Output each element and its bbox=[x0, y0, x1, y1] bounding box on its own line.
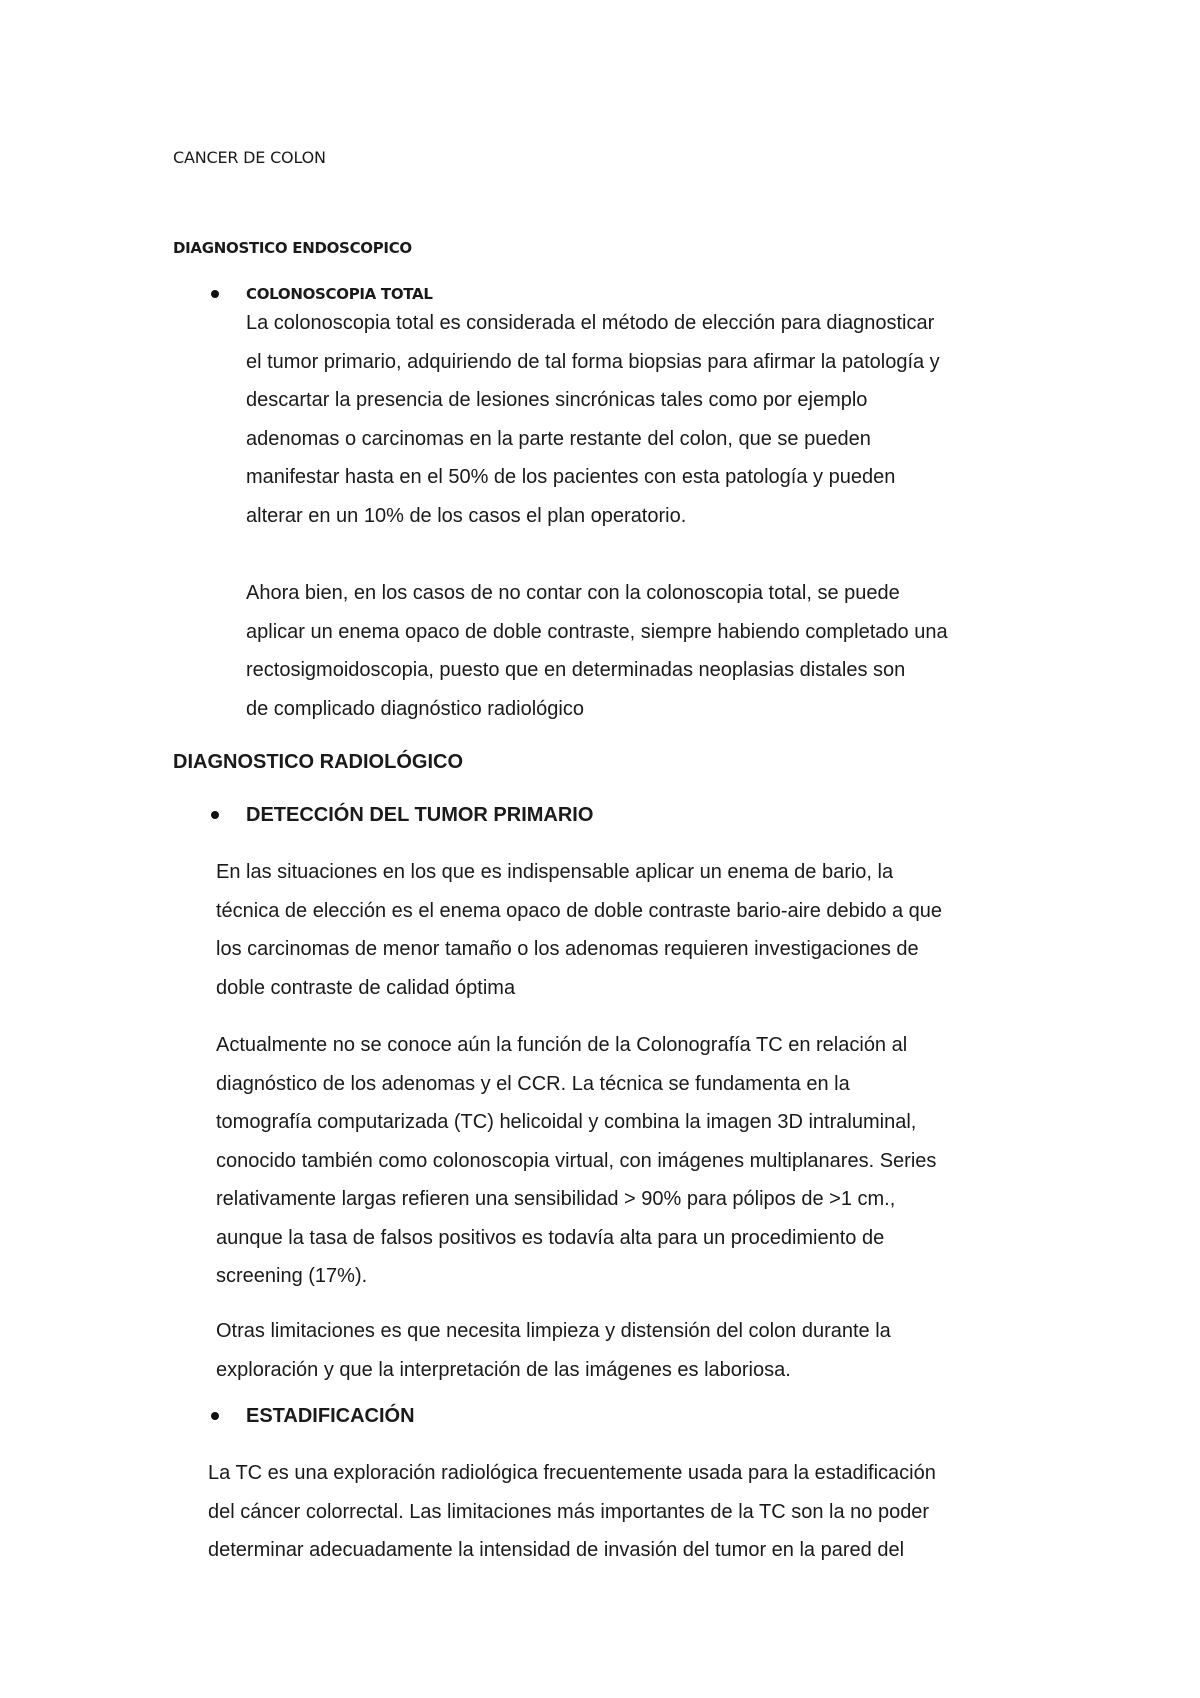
paragraph-estadificacion bbox=[208, 1454, 936, 1570]
text-line: descartar la presencia de lesiones sincrónicas tales como por ejemplo bbox=[246, 389, 868, 411]
document-title: CANCER DE COLON bbox=[173, 148, 326, 167]
text-line: Actualmente no se conoce aún la función de la Colonografía TC en relación al bbox=[216, 1034, 908, 1056]
text-line: La TC es una exploración radiológica frecuentemente usada para la estadificación bbox=[208, 1462, 936, 1484]
text-line: del cáncer colorrectal. Las limitaciones más importantes de la TC son la no poder bbox=[208, 1500, 930, 1523]
text-line: manifestar hasta en el 50% de los pacientes con esta patología y pueden bbox=[246, 466, 896, 488]
paragraph-enema-bario bbox=[216, 853, 942, 1007]
bullet-dot bbox=[211, 1412, 219, 1420]
text-line: Ahora bien, en los casos de no contar con la colonoscopia total, se puede bbox=[246, 582, 900, 604]
text-line: doble contraste de calidad óptima bbox=[216, 976, 516, 999]
paragraph-colonoscopia bbox=[246, 304, 940, 535]
bullet-deteccion: DETECCIÓN DEL TUMOR PRIMARIO bbox=[246, 804, 594, 826]
text-line: los carcinomas de menor tamaño o los adenomas requieren investigaciones de bbox=[216, 938, 919, 960]
bullet-colonoscopia-total: COLONOSCOPIA TOTAL bbox=[246, 285, 433, 303]
text-line: conocido también como colonoscopia virtual, con imágenes multiplanares. Series bbox=[216, 1149, 937, 1172]
text-line: de complicado diagnóstico radiológico bbox=[246, 697, 584, 720]
text-line: el tumor primario, adquiriendo de tal forma biopsias para afirmar la patología y bbox=[246, 350, 940, 373]
bullet-estadificacion: ESTADIFICACIÓN bbox=[246, 1405, 415, 1427]
text-line: En las situaciones en los que es indispensable aplicar un enema de bario, la bbox=[216, 861, 894, 883]
text-line: relativamente largas refieren una sensibilidad > 90% para pólipos de >1 cm., bbox=[216, 1188, 896, 1210]
text-line: determinar adecuadamente la intensidad de invasión del tumor en la pared del bbox=[208, 1539, 905, 1561]
text-line: La colonoscopia total es considerada el método de elección para diagnosticar bbox=[246, 312, 935, 334]
text-line: tomografía computarizada (TC) helicoidal y combina la imagen 3D intraluminal, bbox=[216, 1111, 917, 1133]
section-heading-radiologic: DIAGNOSTICO RADIOLÓGICO bbox=[173, 751, 463, 773]
text-line: diagnóstico de los adenomas y el CCR. La técnica se fundamenta en la bbox=[216, 1072, 850, 1095]
paragraph-enema bbox=[246, 574, 948, 728]
text-line: exploración y que la interpretación de las imágenes es laboriosa. bbox=[216, 1358, 791, 1381]
text-line: adenomas o carcinomas en la parte restante del colon, que se pueden bbox=[246, 427, 871, 450]
text-line: aunque la tasa de falsos positivos es todavía alta para un procedimiento de bbox=[216, 1226, 885, 1249]
paragraph-limitaciones bbox=[216, 1312, 891, 1389]
text-line: técnica de elección es el enema opaco de doble contraste bario-aire debido a que bbox=[216, 899, 943, 922]
bullet-dot bbox=[211, 290, 219, 298]
bullet-dot bbox=[211, 811, 219, 819]
section-heading-endoscopic: DIAGNOSTICO ENDOSCOPICO bbox=[173, 239, 412, 257]
text-line: screening (17%). bbox=[216, 1265, 368, 1287]
text-line: Otras limitaciones es que necesita limpieza y distensión del colon durante la bbox=[216, 1320, 891, 1342]
paragraph-colonografia bbox=[216, 1026, 936, 1296]
text-line: rectosigmoidoscopia, puesto que en determinadas neoplasias distales son bbox=[246, 659, 906, 681]
text-line: aplicar un enema opaco de doble contraste, siempre habiendo completado una bbox=[246, 620, 948, 643]
text-line: alterar en un 10% de los casos el plan operatorio. bbox=[246, 504, 687, 527]
